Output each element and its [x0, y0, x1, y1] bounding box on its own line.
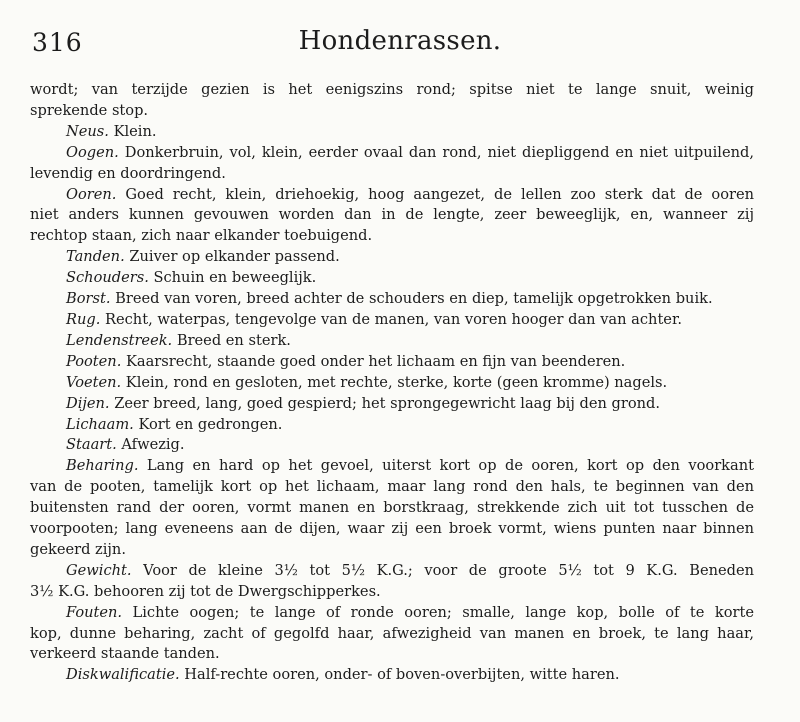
section-term: Staart. [66, 436, 117, 454]
text-line [30, 665, 754, 686]
section-term: Borst. [66, 290, 111, 308]
text-line [30, 394, 754, 415]
body-text [30, 80, 754, 686]
page-title: Hondenrassen. [298, 26, 502, 56]
text-line [30, 603, 754, 624]
section-term: Oogen. [66, 143, 119, 161]
text-line [30, 644, 754, 665]
section-term: Ooren. [66, 185, 117, 203]
line-text: 3½ K.G. behooren zij tot de Dwergschipperkes. [30, 582, 381, 600]
text-line [30, 122, 754, 143]
text-line [30, 164, 754, 185]
line-text: levendig en doordringend. [30, 164, 226, 182]
line-text: verkeerd staande tanden. [30, 645, 220, 663]
line-text: Breed van voren, breed achter de schouders en diep, tamelijk opgetrokken buik. [110, 290, 713, 308]
text-line [30, 80, 754, 101]
text-line [30, 185, 754, 206]
line-text: Recht, waterpas, tengevolge van de manen, van voren hooger dan van achter. [100, 310, 682, 328]
line-text: Voor de kleine 3½ tot 5½ K.G.; voor de groote 5½ tot 9 K.G. Beneden [131, 561, 754, 579]
section-term: Pooten. [66, 352, 122, 370]
text-line [30, 582, 754, 603]
text-line [30, 624, 754, 645]
line-text: voorpooten; lang eveneens aan de dijen, waar zij een broek vormt, wiens punten naar binnen [30, 520, 754, 538]
page-number: 316 [32, 28, 83, 57]
line-text: Lichte oogen; te lange of ronde ooren; smalle, lange kop, bolle of te korte [122, 603, 754, 621]
line-text: Klein. [108, 122, 157, 140]
text-line [30, 415, 754, 436]
text-line [30, 247, 754, 268]
section-term: Schouders. [66, 269, 149, 287]
section-term: Lendenstreek. [66, 331, 173, 349]
text-line [30, 268, 754, 289]
line-text: Klein, rond en gesloten, met rechte, sterke, korte (geen kromme) nagels. [121, 373, 668, 391]
section-term: Lichaam. [66, 415, 134, 433]
section-term: Tanden. [66, 248, 125, 266]
text-line [30, 310, 754, 331]
text-line [30, 205, 754, 226]
line-text: Half-rechte ooren, onder- of boven-overbijten, witte haren. [179, 666, 620, 684]
line-text: niet anders kunnen gevouwen worden dan in de lengte, zeer beweeglijk, en, wanneer zij [30, 206, 754, 224]
line-text: rechtop staan, zich naar elkander toebuigend. [30, 227, 373, 245]
line-text: Lang en hard op het gevoel, uiterst kort op de ooren, kort op den voorkant [138, 457, 754, 475]
line-text: wordt; van terzijde gezien is het eenigszins rond; spitse niet te lange snuit, weinig [30, 81, 754, 98]
section-term: Fouten. [66, 603, 123, 621]
text-line [30, 226, 754, 247]
section-term: Beharing. [66, 457, 139, 475]
line-text: Kort en gedrongen. [133, 415, 283, 433]
text-line [30, 456, 754, 477]
line-text: Schuin en beweeglijk. [148, 269, 317, 287]
text-line [30, 519, 754, 540]
line-text: Zuiver op elkander passend. [124, 248, 340, 266]
section-term: Diskwalificatie. [66, 666, 180, 684]
section-term: Gewicht. [66, 561, 132, 579]
section-term: Dijen. [66, 394, 110, 412]
text-line [30, 289, 754, 310]
text-line [30, 540, 754, 561]
line-text: gekeerd zijn. [30, 540, 126, 558]
text-line [30, 331, 754, 352]
line-text: buitensten rand der ooren, vormt manen en borstkraag, strekkende zich uit tot tusschen de [30, 499, 754, 517]
text-line [30, 477, 754, 498]
line-text: Afwezig. [116, 436, 185, 454]
text-line [30, 143, 754, 164]
line-text: Kaarsrecht, staande goed onder het lichaam en fijn van beenderen. [121, 352, 626, 370]
text-line [30, 101, 754, 122]
section-term: Rug. [66, 310, 101, 328]
line-text: Donkerbruin, vol, klein, eerder ovaal dan rond, niet diepliggend en niet uitpuilend, [118, 143, 754, 161]
page-header [0, 24, 800, 58]
line-text: sprekende stop. [30, 101, 149, 119]
section-term: Voeten. [66, 373, 122, 391]
line-text: van de pooten, tamelijk kort op het lichaam, maar lang rond den hals, te beginnen van den [30, 478, 754, 496]
text-line [30, 561, 754, 582]
line-text: Goed recht, klein, driehoekig, hoog aangezet, de lellen zoo sterk dat de ooren [116, 185, 754, 203]
line-text: Zeer breed, lang, goed gespierd; het sprongegewricht laag bij den grond. [109, 394, 661, 412]
text-line [30, 498, 754, 519]
line-text: Breed en sterk. [172, 331, 291, 349]
line-text: kop, dunne beharing, zacht of gegolfd haar, afwezigheid van manen en broek, te lang haar, [30, 624, 754, 642]
text-line [30, 435, 754, 456]
text-line [30, 352, 754, 373]
section-term: Neus. [66, 122, 109, 140]
text-line [30, 373, 754, 394]
